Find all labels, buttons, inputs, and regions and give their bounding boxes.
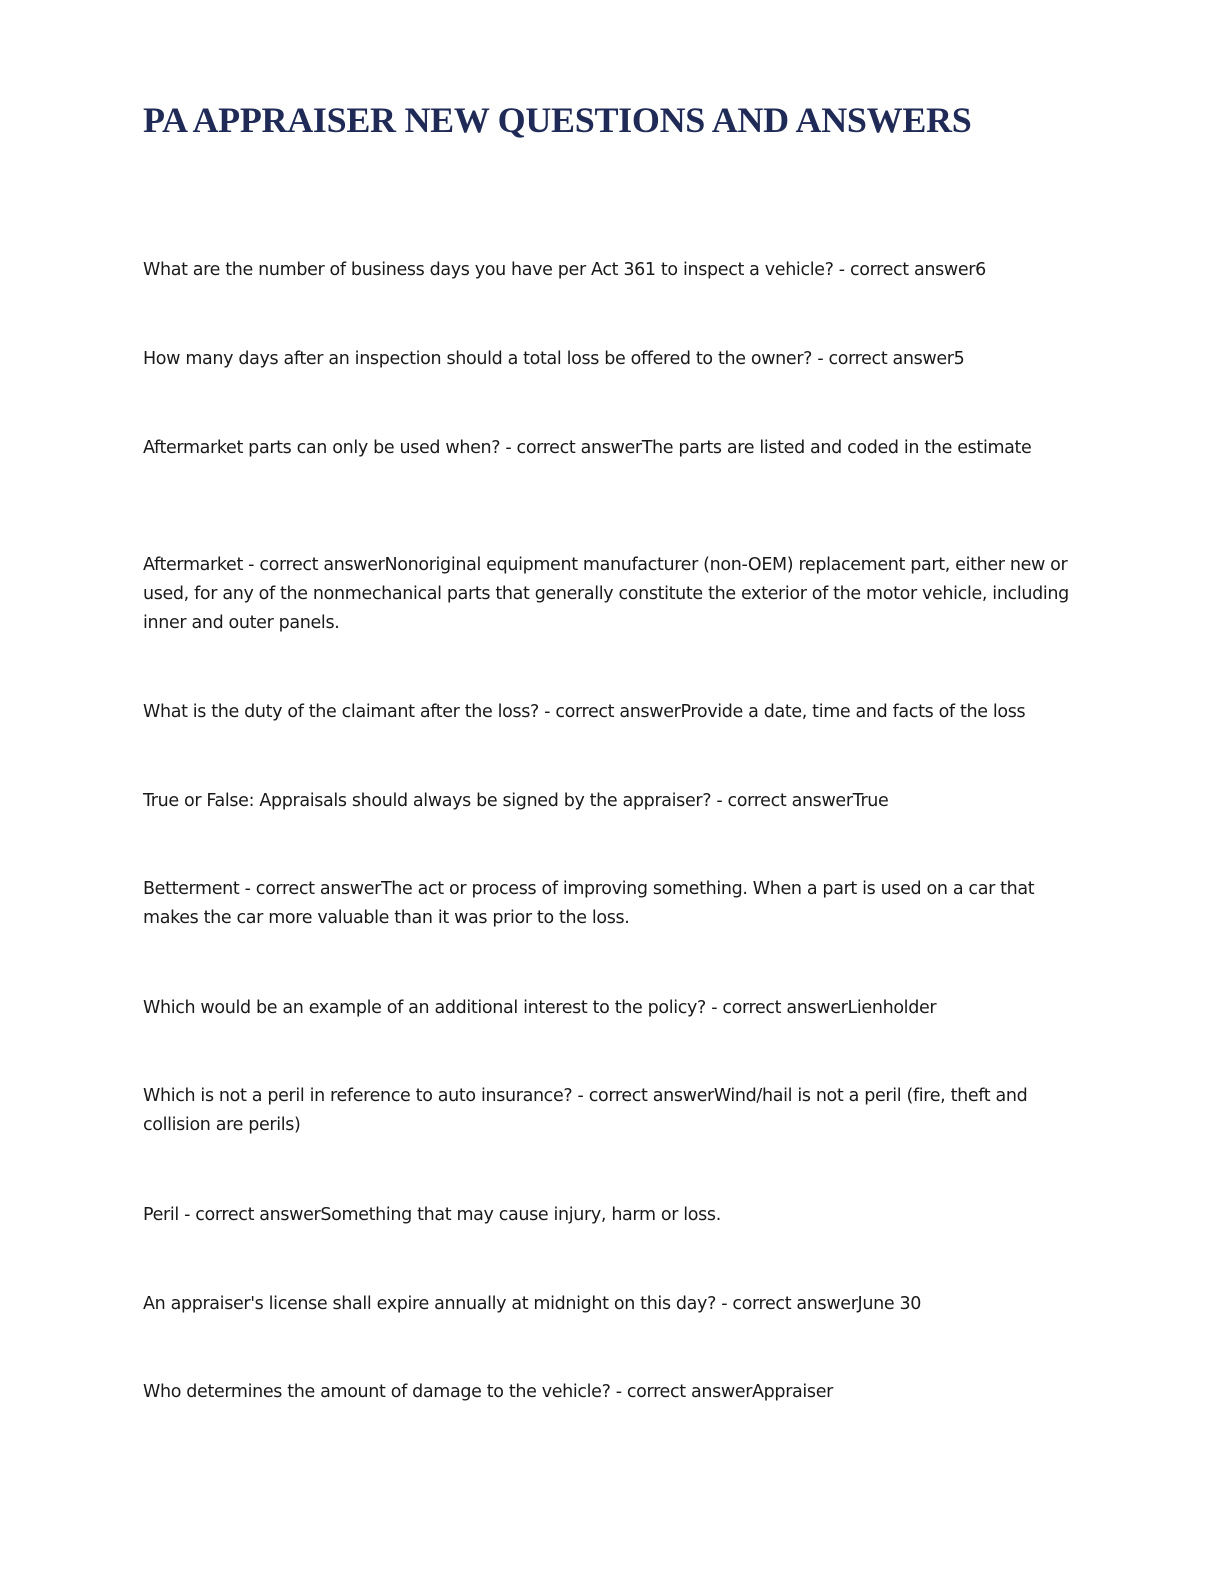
qa-item: Betterment - correct answerThe act or process of improving something. When a part is used on a car that makes the car more valuable than it was prior to the loss. [143, 879, 1035, 928]
qa-item: An appraiser's license shall expire annually at midnight on this day? - correct answerJune 30 [143, 1294, 922, 1314]
document-title: PA APPRAISER NEW QUESTIONS AND ANSWERS [143, 100, 972, 140]
qa-item: Peril - correct answerSomething that may cause injury, harm or loss. [143, 1205, 721, 1225]
qa-item: Aftermarket parts can only be used when? - correct answerThe parts are listed and coded in the estimate [143, 438, 1032, 458]
qa-item: Which would be an example of an additional interest to the policy? - correct answerLienholder [143, 998, 937, 1018]
qa-item: What is the duty of the claimant after the loss? - correct answerProvide a date, time and facts of the loss [143, 702, 1026, 722]
qa-item: Aftermarket - correct answerNonoriginal equipment manufacturer (non-OEM) replacement part, either new or used, for any of the nonmechanical parts that generally constitute the exterior of the motor vehicle, including inner and outer panels. [143, 555, 1069, 633]
qa-item: True or False: Appraisals should always be signed by the appraiser? - correct answerTrue [143, 791, 889, 811]
qa-item: Which is not a peril in reference to auto insurance? - correct answerWind/hail is not a peril (fire, theft and collision are perils) [143, 1086, 1028, 1135]
qa-item: How many days after an inspection should a total loss be offered to the owner? - correct answer5 [143, 349, 965, 369]
qa-item: What are the number of business days you have per Act 361 to inspect a vehicle? - correct answer6 [143, 260, 986, 280]
qa-item: Who determines the amount of damage to the vehicle? - correct answerAppraiser [143, 1382, 833, 1402]
